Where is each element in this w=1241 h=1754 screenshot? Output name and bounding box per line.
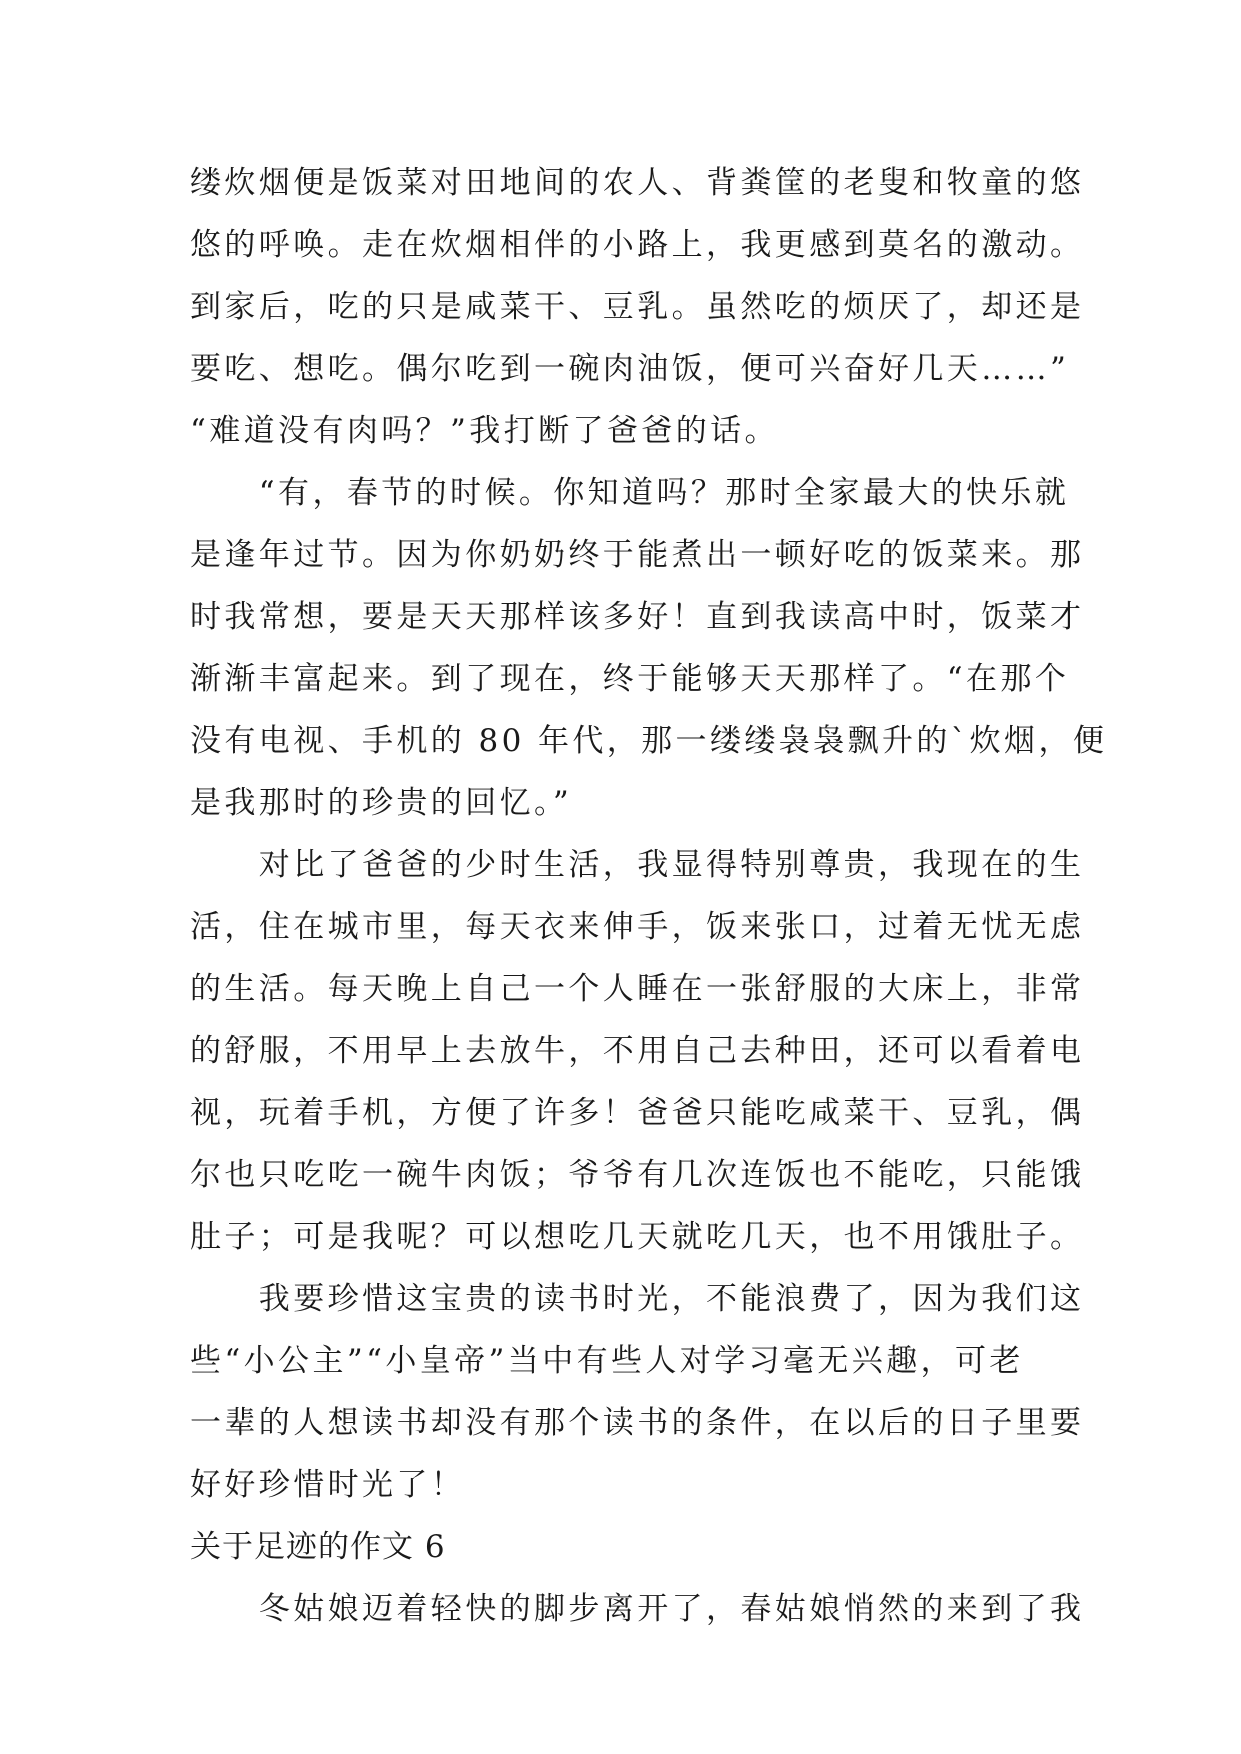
text-line: 一辈的人想读书却没有那个读书的条件，在以后的日子里要 xyxy=(190,1405,1085,1441)
text-line: 肚子；可是我呢？可以想吃几天就吃几天，也不用饿肚子。 xyxy=(190,1219,1085,1255)
text-line: 的舒服，不用早上去放牛，不用自己去种田，还可以看着电 xyxy=(190,1033,1085,1069)
text-line: 渐渐丰富起来。到了现在，终于能够天天那样了。“在那个 xyxy=(190,661,1070,697)
text-line: 好好珍惜时光了！ xyxy=(190,1467,466,1503)
text-line: 悠的呼唤。走在炊烟相伴的小路上，我更感到莫名的激动。 xyxy=(190,227,1085,263)
text-line: 些“小公主”“小皇帝”当中有些人对学习毫无兴趣，可老 xyxy=(190,1343,1024,1379)
text-line: 要吃、想吃。偶尔吃到一碗肉油饭，便可兴奋好几天……” xyxy=(190,351,1070,387)
text-line: 我要珍惜这宝贵的读书时光，不能浪费了，因为我们这 xyxy=(190,1281,1085,1317)
text-line: 尔也只吃吃一碗牛肉饭；爷爷有几次连饭也不能吃，只能饿 xyxy=(190,1157,1085,1193)
text-line: 时我常想，要是天天那样该多好！直到我读高中时，饭菜才 xyxy=(190,599,1085,635)
text-line: 没有电视、手机的 80 年代，那一缕缕袅袅飘升的`炊烟，便 xyxy=(190,723,1108,759)
text-line: 冬姑娘迈着轻快的脚步离开了，春姑娘悄然的来到了我 xyxy=(190,1591,1085,1627)
text-line: 视，玩着手机，方便了许多！爸爸只能吃咸菜干、豆乳，偶 xyxy=(190,1095,1085,1131)
text-line: “有，春节的时候。你知道吗？那时全家最大的快乐就 xyxy=(190,475,1070,511)
text-line: 对比了爸爸的少时生活，我显得特别尊贵，我现在的生 xyxy=(190,847,1085,883)
text-line: 到家后，吃的只是咸菜干、豆乳。虽然吃的烦厌了，却还是 xyxy=(190,289,1085,325)
section-heading: 关于足迹的作文 6 xyxy=(190,1529,446,1565)
text-line: 是我那时的珍贵的回忆。” xyxy=(190,785,573,821)
text-line: 的生活。每天晚上自己一个人睡在一张舒服的大床上，非常 xyxy=(190,971,1085,1007)
text-line: 是逢年过节。因为你奶奶终于能煮出一顿好吃的饭菜来。那 xyxy=(190,537,1085,573)
document-body xyxy=(190,152,1108,1640)
text-line: 缕炊烟便是饭菜对田地间的农人、背粪筐的老叟和牧童的悠 xyxy=(190,165,1085,201)
text-line: “难道没有肉吗？”我打断了爸爸的话。 xyxy=(190,413,779,449)
text-line: 活，住在城市里，每天衣来伸手，饭来张口，过着无忧无虑 xyxy=(190,909,1085,945)
